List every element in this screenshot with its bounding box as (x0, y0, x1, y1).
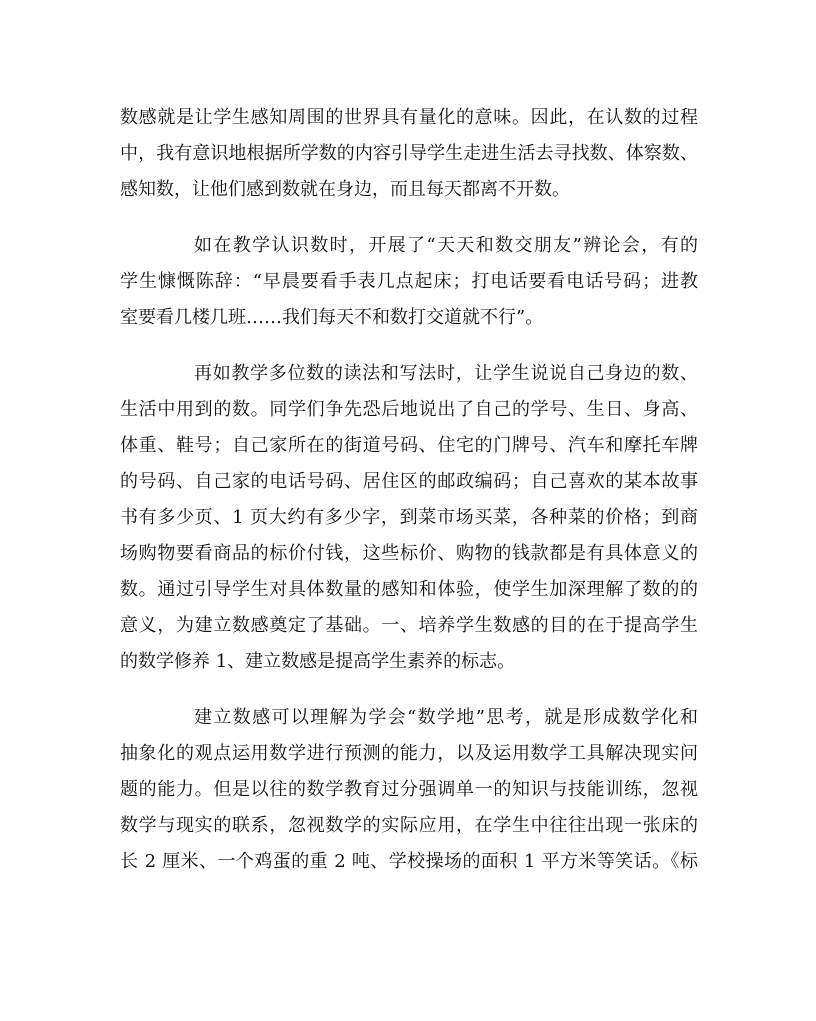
text-line: 体重、鞋号；自己家所在的街道号码、住宅的门牌号、汽车和摩托车牌 (120, 435, 698, 456)
text-line: 室要看几楼几班……我们每天不和数打交道就不行”。 (120, 307, 544, 328)
text-line: 长 2 厘米、一个鸡蛋的重 2 吨、学校操场的面积 1 平方米等笑话。《标 (120, 851, 698, 872)
text-line: 学生慷慨陈辞：“早晨要看手表几点起床；打电话要看电话号码；进教 (120, 271, 698, 292)
document-body (120, 100, 698, 880)
text-line: 意义，为建立数感奠定了基础。一、培养学生数感的目的在于提高学生 (120, 615, 698, 636)
text-line: 抽象化的观点运用数学进行预测的能力，以及运用数学工具解决现实问 (120, 743, 698, 764)
text-line: 感知数，让他们感到数就在身边，而且每天都离不开数。 (120, 179, 570, 200)
text-line: 场购物要看商品的标价付钱，这些标价、购物的钱款都是有具体意义的 (120, 543, 698, 564)
text-line: 的数学修养 1、建立数感是提高学生素养的标志。 (120, 651, 516, 672)
text-line: 的号码、自己家的电话号码、居住区的邮政编码；自己喜欢的某本故事 (120, 471, 698, 492)
paragraph-spacer (120, 680, 698, 700)
text-line: 数学与现实的联系，忽视数学的实际应用，在学生中往往出现一张床的 (120, 815, 698, 836)
paragraph-4 (120, 700, 698, 880)
paragraph-1 (120, 100, 698, 208)
paragraph-spacer (120, 336, 698, 356)
text-line: 建立数感可以理解为学会“数学地”思考，就是形成数学化和 (194, 707, 698, 728)
paragraph-2 (120, 228, 698, 336)
text-line: 书有多少页、1 页大约有多少字，到菜市场买菜，各种菜的价格；到商 (120, 507, 698, 528)
text-line: 再如教学多位数的读法和写法时，让学生说说自己身边的数、 (194, 363, 698, 384)
text-line: 生活中用到的数。同学们争先恐后地说出了自己的学号、生日、身高、 (120, 399, 698, 420)
text-line: 题的能力。但是以往的数学教育过分强调单一的知识与技能训练，忽视 (120, 779, 698, 800)
text-line: 数感就是让学生感知周围的世界具有量化的意味。因此，在认数的过程 (120, 107, 698, 128)
paragraph-spacer (120, 208, 698, 228)
text-line: 中，我有意识地根据所学数的内容引导学生走进生活去寻找数、体察数、 (120, 143, 698, 164)
text-line: 如在教学认识数时，开展了“天天和数交朋友”辨论会，有的 (194, 235, 698, 256)
text-line: 数。通过引导学生对具体数量的感知和体验，使学生加深理解了数的的 (120, 579, 698, 600)
paragraph-3 (120, 356, 698, 680)
